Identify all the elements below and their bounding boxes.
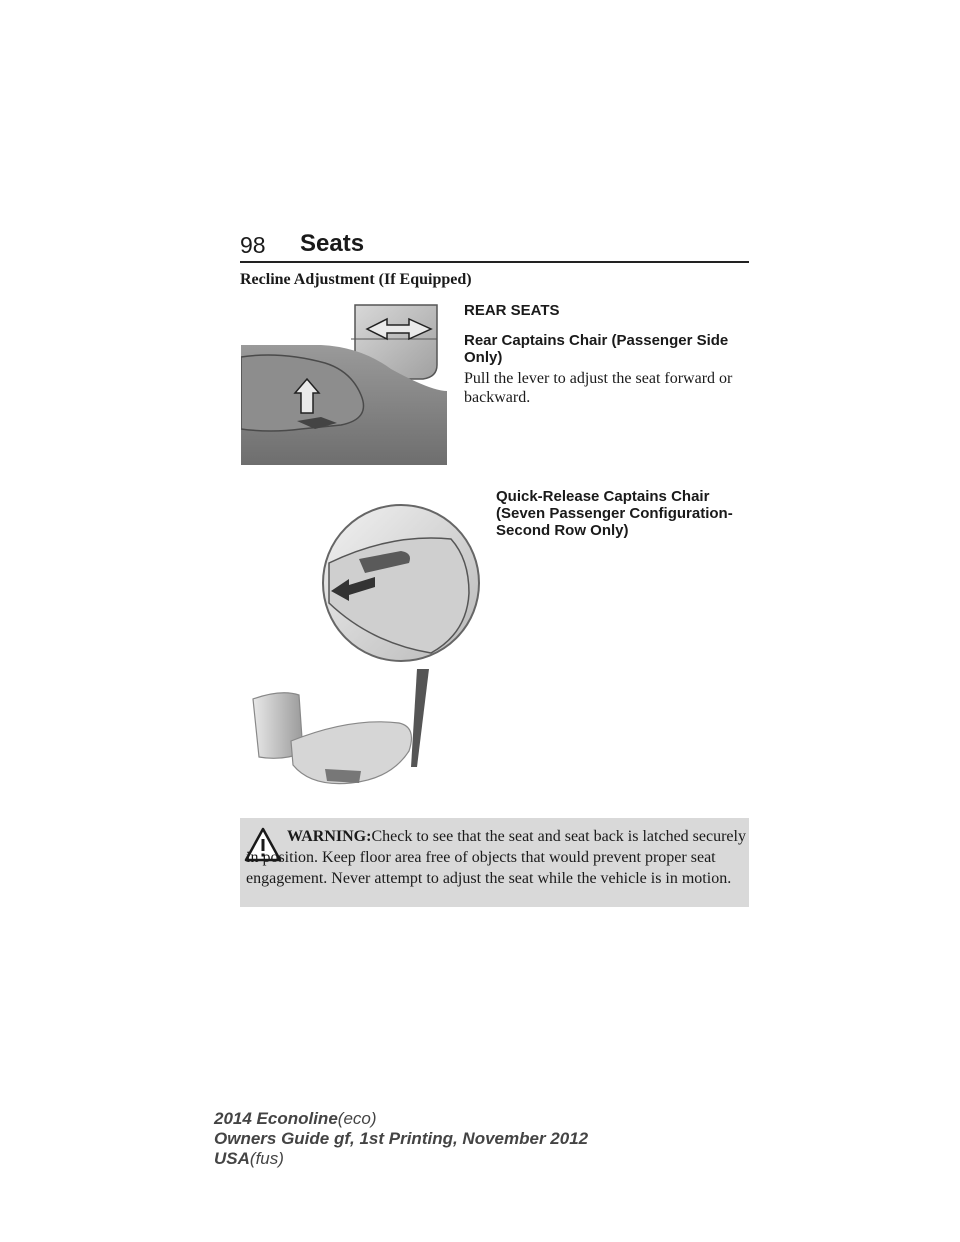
warning-label: WARNING: — [287, 828, 372, 845]
rear-captains-chair-body: Pull the lever to adjust the seat forward or backward. — [464, 370, 733, 406]
footer-market-code: (fus) — [249, 1149, 284, 1168]
footer-market: USA — [214, 1149, 250, 1168]
warning-text — [240, 826, 746, 889]
footer-model: 2014 Econoline — [214, 1109, 338, 1128]
warning-box — [240, 818, 749, 907]
rear-seats-title: REAR SEATS — [464, 302, 560, 319]
page-number: 98 — [240, 232, 266, 258]
header-divider — [240, 261, 749, 263]
warning-body: Check to see that the seat and seat back is latched securely in position. Keep floor area free of objects that would prevent proper seat engagement. Never attempt to adjust the seat while the vehicle is in motion. — [246, 828, 746, 887]
footer-line-3 — [214, 1149, 588, 1169]
document-footer — [214, 1109, 588, 1169]
quick-release-subtitle: Quick-Release Captains Chair (Seven Passenger Configuration-Second Row Only) — [496, 488, 733, 539]
rear-seat-recline-illustration — [241, 299, 447, 465]
footer-line-1 — [214, 1109, 588, 1129]
section-title: Seats — [300, 230, 365, 257]
page-heading: Recline Adjustment (If Equipped) — [240, 271, 472, 288]
rear-captains-chair-subtitle: Rear Captains Chair (Passenger Side Only) — [464, 332, 729, 366]
quick-release-chair-illustration — [241, 503, 481, 803]
footer-line-2 — [214, 1129, 588, 1149]
footer-model-code: (eco) — [337, 1109, 377, 1128]
footer-printing: Owners Guide gf, 1st Printing, November 2012 — [214, 1129, 589, 1148]
